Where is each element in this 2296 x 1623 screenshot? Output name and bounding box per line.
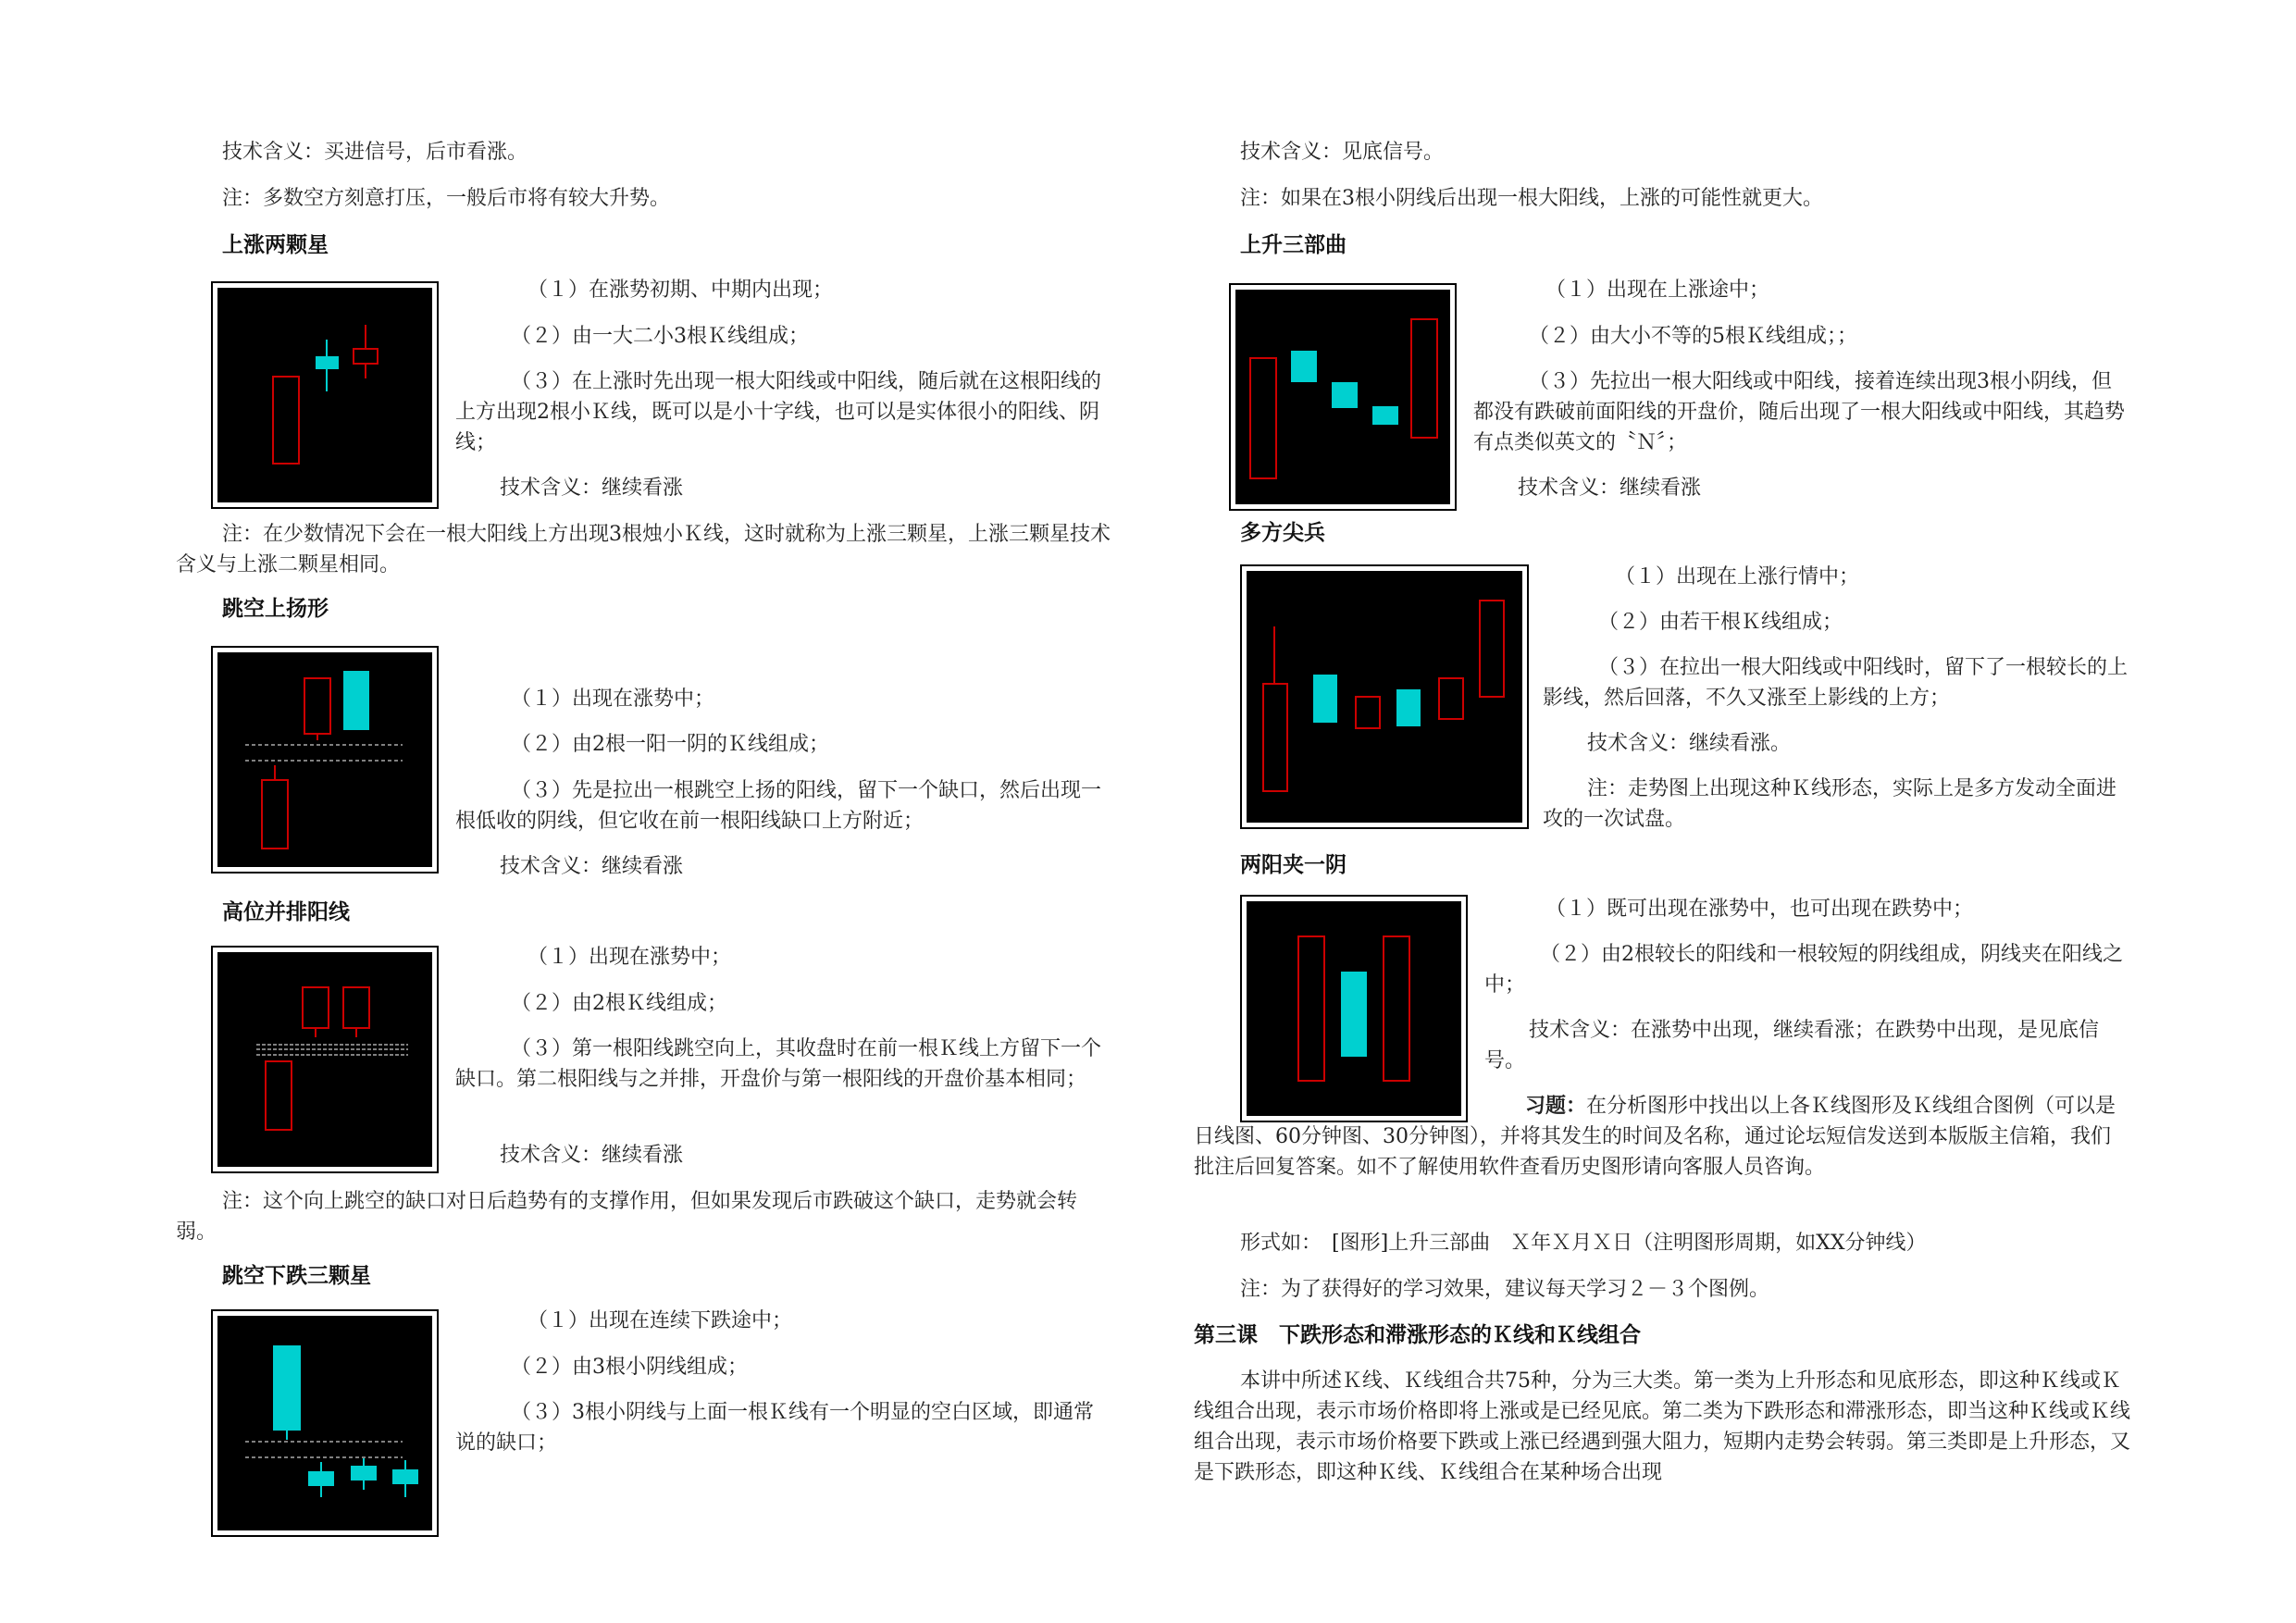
bear-candle [1396,689,1421,726]
exercise-label: 习题： [1525,1095,1587,1118]
bear-candle [351,1466,377,1481]
chart-canvas [1247,571,1522,823]
text-paragraph: 技术含义：在涨势中出现，继续看涨；在跌势中出现，是见底信号。 [1484,1019,2100,1072]
text-paragraph: 注：这个向上跳空的缺口对日后趋势有的支撑作用，但如果发现后市跌破这个缺口，走势就会转弱。 [176,1190,1078,1244]
candlestick-figure [1240,564,1529,829]
text-paragraph: （３）在上涨时先出现一根大阳线或中阳线，随后就在这根阳线的上方出现2根小Ｋ线，既可以是小十字线，也可以是实体很小的阳线、阴线； [455,370,1102,454]
format-line: 形式如： [图形]上升三部曲 Ｘ年Ｘ月Ｘ日（注明图形周期，如XX分钟线） [1240,1232,1927,1255]
text-line: （２）由2根一阳一阴的Ｋ线组成； [511,733,829,756]
candlestick-figure [1240,895,1468,1122]
bear-candle [1341,972,1367,1057]
section-title: 两阳夹一阴 [1240,853,1347,877]
bear-candle [308,1471,334,1486]
text-line: （１）出现在涨势中； [527,946,732,969]
bull-candle [354,349,378,364]
text-line: （２）由一大二小3根Ｋ线组成； [511,325,809,348]
text-paragraph: （３）3根小阴线与上面一根Ｋ线有一个明显的空白区域，即通常说的缺口； [455,1401,1094,1455]
text-paragraph: 注：走势图上出现这种Ｋ线形态，实际上是多方发动全面进攻的一次试盘。 [1543,777,2117,831]
chart-canvas [217,952,432,1167]
chart-canvas [217,652,432,867]
text-paragraph: 注：在少数情况下会在一根大阳线上方出现3根烛小Ｋ线，这时就称为上涨三颗星，上涨三颗星技术含义与上涨二颗星相同。 [176,523,1111,576]
text-line: （１）在涨势初期、中期内出现； [527,279,834,302]
text-line: （１）出现在涨势中； [511,688,715,711]
text-line: 注：如果在3根小阴线后出现一根大阳线，上涨的可能性就更大。 [1240,187,1823,210]
text-line: 技术含义：继续看涨。 [1587,732,1792,755]
text-line: （１）出现在连续下跌途中； [527,1309,793,1332]
text-paragraph: （３）在拉出一根大阳线或中阳线时，留下了一根较长的上影线，然后回落，不久又涨至上影线的上方； [1543,656,2128,710]
text-paragraph: （３）第一根阳线跳空向上，其收盘时在前一根Ｋ线上方留下一个缺口。第二根阳线与之并排，开盘价与第一根阳线的开盘价基本相同； [455,1037,1102,1091]
tip-line: 注：为了获得好的学习效果，建议每天学习２－３个图例。 [1240,1278,1770,1301]
lesson-title: 第三课 下跌形态和滞涨形态的Ｋ线和Ｋ线组合 [1194,1323,1641,1347]
bear-candle [1313,675,1337,723]
text-line: 技术含义：继续看涨 [500,477,684,500]
text-paragraph: （３）先拉出一根大阳线或中阳线，接着连续出现3根小阴线，但都没有跌破前面阳线的开盘价，随后出现了一根大阳线或中阳线，其趋势有点类似英文的〝Ｎ〞； [1473,370,2126,454]
text-line: （２）由若干根Ｋ线组成； [1598,611,1843,634]
candlestick-figure [211,1309,439,1537]
text-paragraph: （３）先是拉出一根跳空上扬的阳线，留下一个缺口，然后出现一根低收的阴线，但它收在前一根阳线缺口上方附近； [455,779,1102,833]
candlestick-figure [211,646,439,873]
section-title: 上涨两颗星 [222,233,329,257]
text-line: （１）出现在上涨途中； [1545,279,1770,302]
text-line: 技术含义：继续看涨 [500,1144,684,1167]
text-line: （２）由2根Ｋ线组成； [511,992,727,1015]
section-title: 上升三部曲 [1240,233,1347,257]
bear-candle [343,671,369,730]
text-paragraph: （２）由2根较长的阳线和一根较短的阴线组成，阴线夹在阳线之中； [1484,943,2123,997]
text-line: （１）出现在上涨行情中； [1615,565,1860,588]
chart-canvas [217,1316,432,1530]
text-line: 技术含义：继续看涨 [1518,477,1702,500]
section-title: 多方尖兵 [1240,521,1325,545]
section-title: 跳空上扬形 [222,597,329,621]
bear-candle [316,356,339,369]
lesson-paragraph: 本讲中所述Ｋ线、Ｋ线组合共75种，分为三大类。第一类为上升形态和见底形态，即这种Ｋ线或Ｋ线组合出现，表示市场价格即将上涨或是已经见底。第二类为下跌形态和滞涨形态，即当这种Ｋ线或Ｋ线组合出现，表示市场价格要下跌或上涨已经遇到强大阻力，短期内走势会转弱。第三类即是上升形态，又是下跌形态，即这种Ｋ线、Ｋ线组合在某种场合出现 [1194,1369,2131,1484]
text-line: （１）既可出现在涨势中，也可出现在跌势中； [1545,898,1974,921]
text-line: 技术含义：继续看涨 [500,855,684,878]
section-title: 高位并排阳线 [222,900,350,924]
text-line: 注：多数空方刻意打压，一般后市将有较大升势。 [222,187,671,210]
exercise-paragraph [1194,1091,2130,1183]
text-line: （２）由3根小阴线组成； [511,1356,748,1379]
text-line: （２）由大小不等的5根Ｋ线组成；； [1529,325,1857,348]
chart-canvas [1235,290,1450,504]
chart-canvas [1247,901,1461,1116]
candlestick-figure [211,946,439,1173]
exercise-text: 在分析图形中找出以上各Ｋ线图形及Ｋ线组合图例（可以是日线图、60分钟图、30分钟图），并将其发生的时间及名称，通过论坛短信发送到本版版主信箱，我们批注后回复答案。如不了解使用软件查看历史图形请向客服人员咨询。 [1194,1095,2116,1179]
bear-candle [392,1469,418,1484]
text-line: 技术含义：见底信号。 [1240,141,1445,164]
candlestick-figure [1229,283,1457,511]
bear-candle [1372,406,1398,425]
candlestick-figure [211,281,439,509]
chart-canvas [217,288,432,502]
bear-candle [1332,382,1358,408]
bear-candle [273,1345,301,1431]
bear-candle [1291,351,1317,382]
section-title: 跳空下跌三颗星 [222,1264,371,1288]
text-line: 技术含义：买进信号，后市看涨。 [222,141,528,164]
